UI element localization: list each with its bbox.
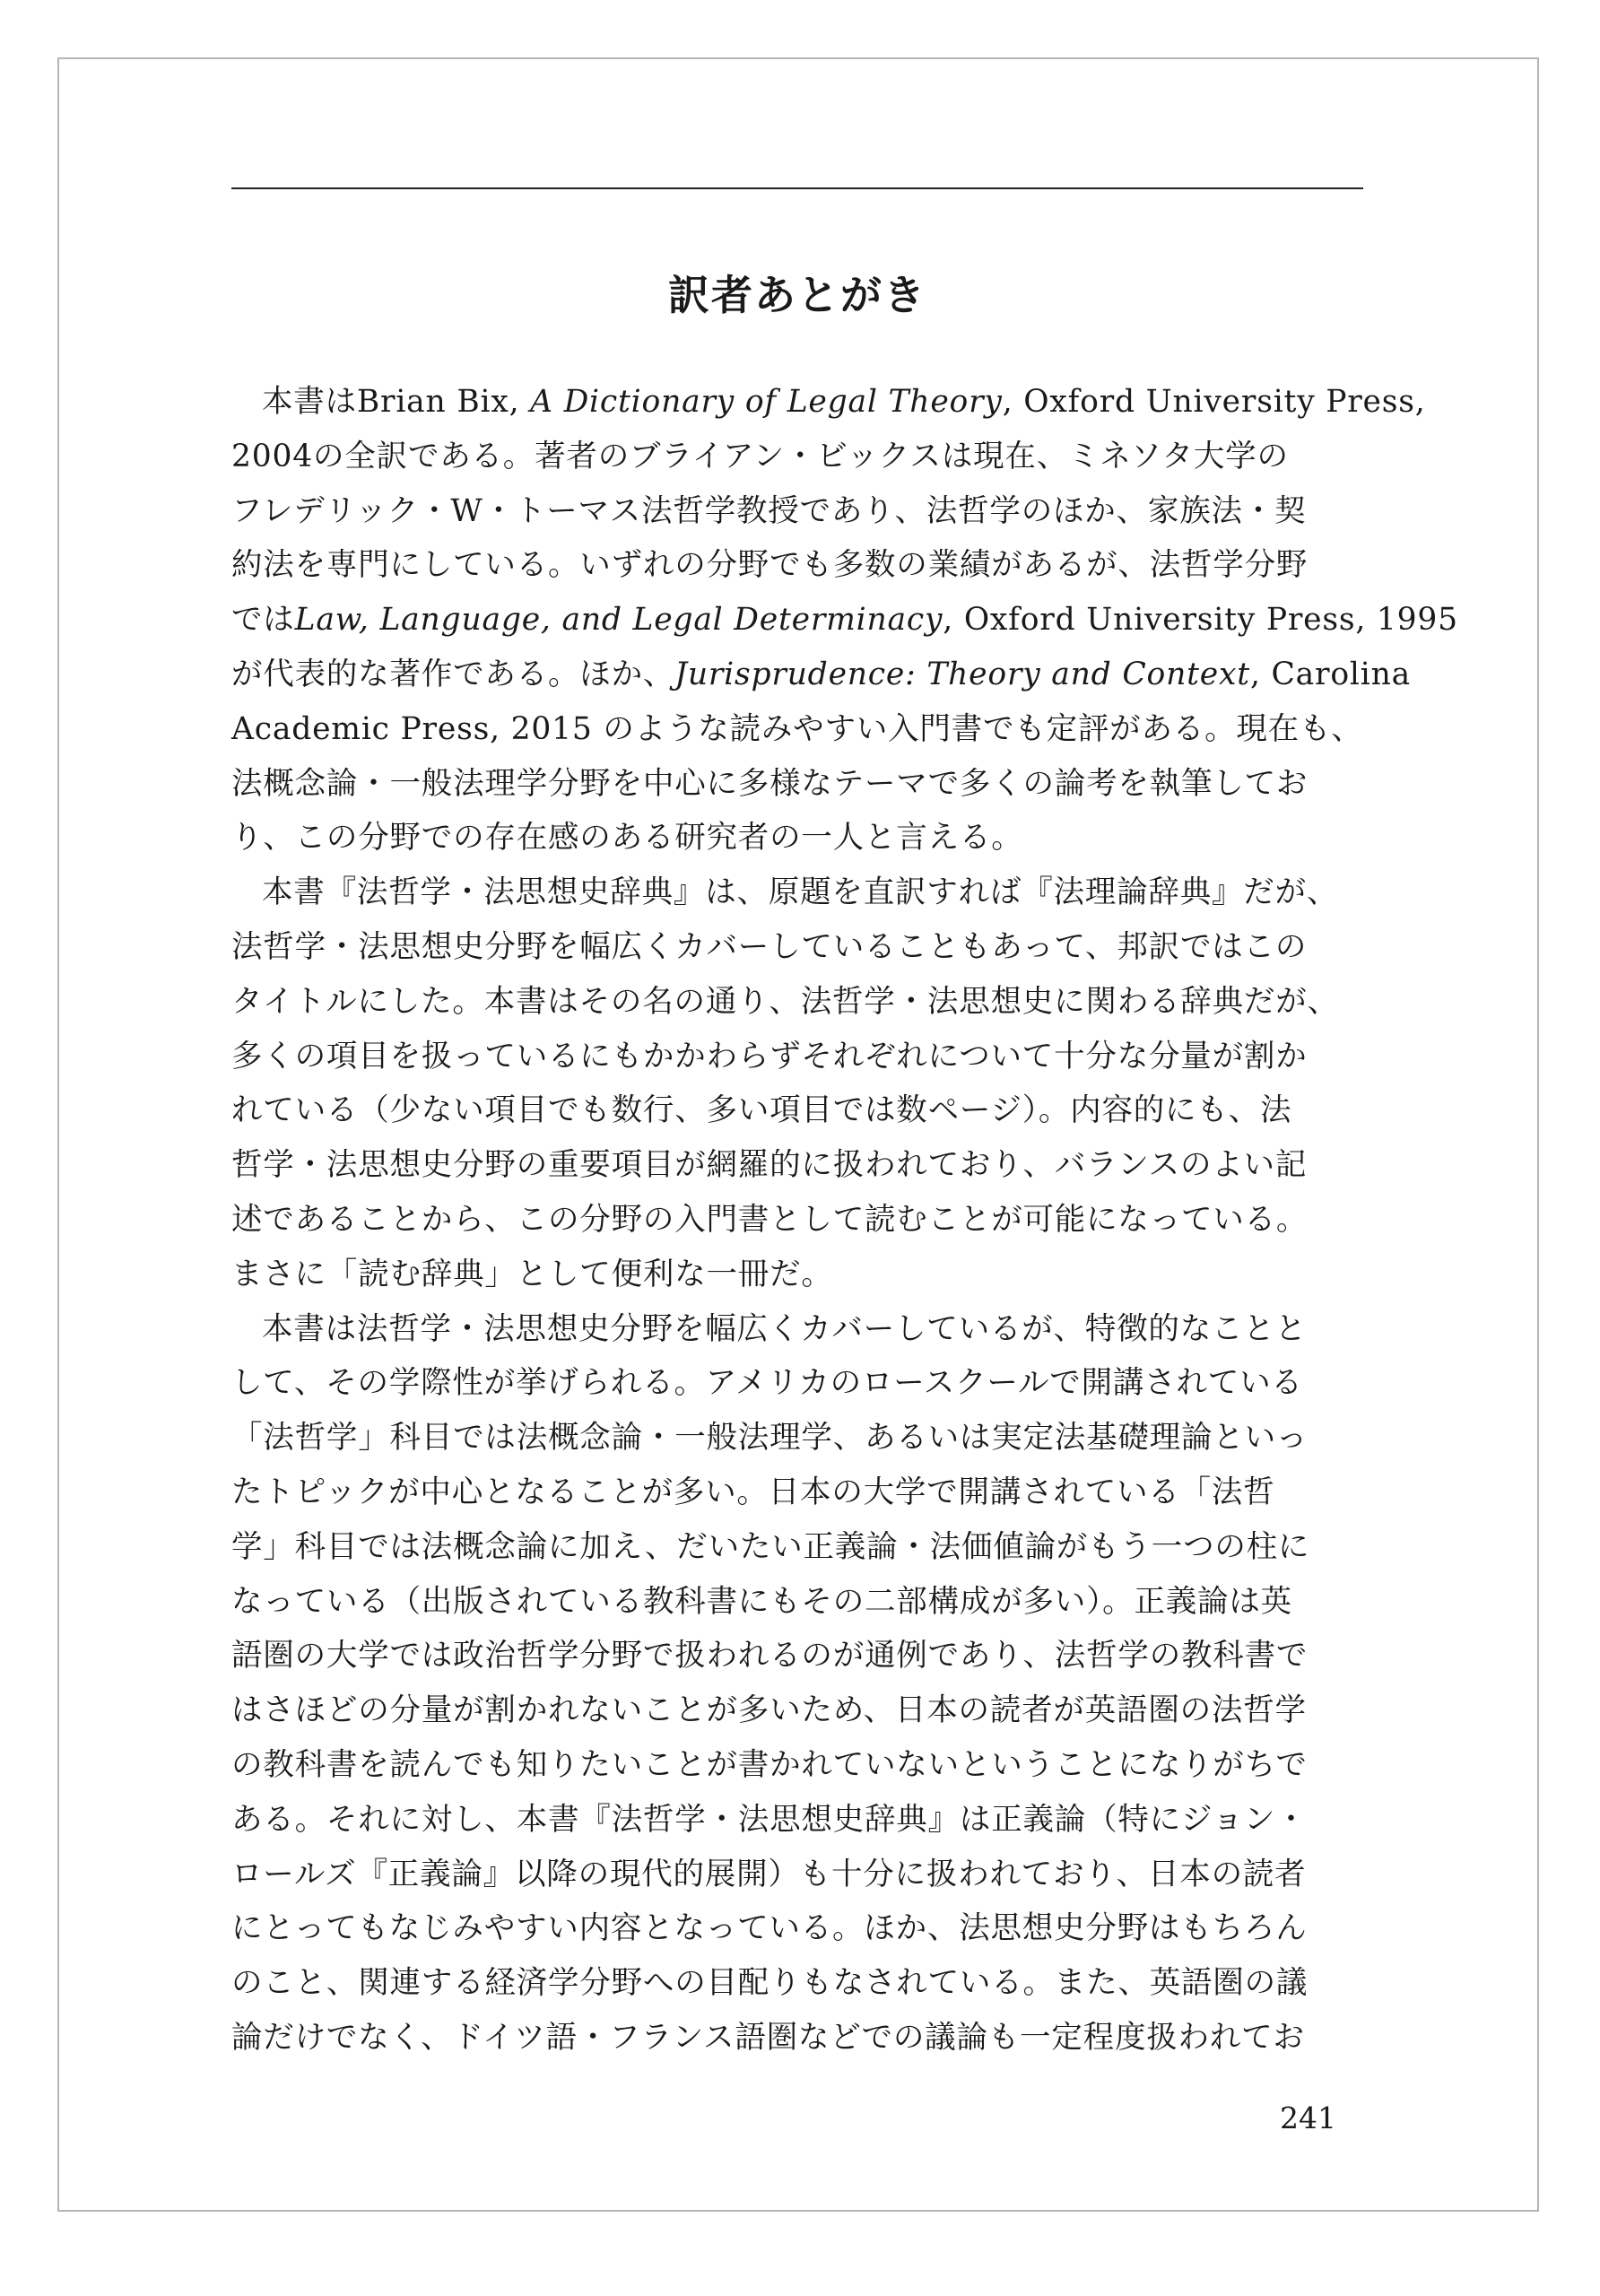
- text-segment: にとってもなじみやすい内容となっている。ほか、法思想史分野はもちろん: [231, 1910, 1308, 1947]
- text-segment: 本書は法哲学・法思想史分野を幅広くカバーしているが、特徴的なことと: [262, 1310, 1307, 1347]
- text-segment: , Oxford University Press,: [1002, 384, 1426, 420]
- text-line: [231, 484, 1370, 539]
- text-line: [231, 1520, 1370, 1575]
- text-line: [231, 1138, 1370, 1193]
- text-segment: 述であることから、この分野の入門書として読むことが可能になっている。: [231, 1201, 1309, 1238]
- text-segment: なっている（出版されている教科書にもその二部構成が多い）。正義論は英: [231, 1583, 1292, 1620]
- text-line: [231, 1956, 1370, 2011]
- text-segment: 法哲学・法思想史分野を幅広くカバーしていることもあって、邦訳ではこの: [231, 928, 1308, 965]
- body-paragraph: [231, 375, 1458, 865]
- text-line: [231, 1356, 1370, 1411]
- text-line: [231, 865, 1370, 920]
- text-segment: フレデリック・W・トーマス法哲学教授であり、法哲学のほか、家族法・契: [231, 492, 1307, 529]
- text-segment: タイトルにした。本書はその名の通り、法哲学・法思想史に関わる辞典だが、: [231, 983, 1339, 1020]
- text-line: [231, 1848, 1370, 1902]
- text-line: [231, 1793, 1370, 1848]
- text-line: [231, 375, 1426, 430]
- text-line: [231, 648, 1411, 702]
- text-segment: 2004の全訳である。著者のブライアン・ビックスは現在、ミネソタ大学の: [231, 438, 1289, 474]
- italic-title: A Dictionary of Legal Theory: [530, 384, 1003, 420]
- text-line: [231, 2011, 1370, 2066]
- text-line: [231, 1248, 1370, 1302]
- page-number: 241: [1280, 2100, 1336, 2135]
- text-line: [231, 1411, 1370, 1465]
- text-line: [231, 757, 1370, 812]
- text-line: [231, 430, 1370, 484]
- text-segment: 「法哲学」科目では法概念論・一般法理学、あるいは実定法基礎理論といっ: [231, 1420, 1309, 1457]
- body-paragraph: [231, 1302, 1370, 2066]
- text-line: [231, 920, 1370, 975]
- text-segment: はさほどの分量が割かれないことが多いため、日本の読者が英語圏の法哲学: [231, 1692, 1307, 1729]
- text-segment: 約法を専門にしている。いずれの分野でも多数の業績があるが、法哲学分野: [231, 547, 1309, 584]
- text-line: [231, 1738, 1370, 1793]
- italic-title: Law, Language, and Legal Determinacy: [294, 602, 943, 639]
- text-line: [231, 1193, 1370, 1248]
- text-line: [231, 1465, 1370, 1520]
- text-segment: の教科書を読んでも知りたいことが書かれていないということになりがちで: [231, 1746, 1308, 1783]
- text-segment: では: [231, 602, 295, 639]
- text-segment: たトピックが中心となることが多い。日本の大学で開講されている「法哲: [231, 1474, 1275, 1510]
- header-rule: [231, 187, 1363, 189]
- text-segment: , Oxford University Press, 1995: [943, 602, 1458, 639]
- text-segment: ロールズ『正義論』以降の現代的展開）も十分に扱われており、日本の読者: [231, 1856, 1307, 1892]
- body-paragraph: [231, 865, 1370, 1301]
- text-line: [231, 811, 1370, 865]
- text-segment: 本書『法哲学・法思想史辞典』は、原題を直訳すれば『法理論辞典』だが、: [262, 874, 1339, 911]
- text-segment: のこと、関連する経済学分野への目配りもなされている。また、英語圏の議: [231, 1965, 1309, 2002]
- text-line: [231, 1683, 1370, 1738]
- text-segment: 本書はBrian Bix,: [262, 384, 531, 420]
- text-line: [231, 538, 1370, 593]
- text-line: [231, 593, 1458, 648]
- text-line: [231, 1901, 1370, 1956]
- text-line: [231, 1629, 1370, 1683]
- text-segment: ある。それに対し、本書『法哲学・法思想史辞典』は正義論（特にジョン・: [231, 1801, 1308, 1838]
- page-title: 訳者あとがき: [668, 271, 926, 319]
- text-line: [231, 702, 1370, 757]
- text-line: [231, 1030, 1370, 1084]
- text-segment: Academic Press, 2015 のような読みやすい入門書でも定評がある。現在も、: [231, 710, 1363, 747]
- text-segment: して、その学際性が挙げられる。アメリカのロースクールで開講されている: [231, 1365, 1303, 1402]
- text-segment: , Carolina: [1249, 656, 1411, 692]
- text-line: [231, 1575, 1370, 1630]
- text-line: [231, 1302, 1370, 1357]
- text-segment: 学」科目では法概念論に加え、だいたい正義論・法価値論がもう一つの柱に: [231, 1528, 1310, 1565]
- text-line: [231, 1083, 1370, 1138]
- text-segment: れている（少ない項目でも数行、多い項目では数ページ）。内容的にも、法: [231, 1092, 1292, 1129]
- text-line: [231, 975, 1370, 1030]
- body-text: [231, 375, 1458, 2066]
- italic-title: Jurisprudence: Theory and Context: [674, 656, 1250, 692]
- text-segment: 哲学・法思想史分野の重要項目が網羅的に扱われており、バランスのよい記: [231, 1147, 1308, 1184]
- text-segment: まさに「読む辞典」として便利な一冊だ。: [231, 1256, 833, 1292]
- text-segment: り、この分野での存在感のある研究者の一人と言える。: [231, 820, 1023, 857]
- text-segment: 語圏の大学では政治哲学分野で扱われるのが通例であり、法哲学の教科書で: [231, 1638, 1309, 1674]
- text-segment: 論だけでなく、ドイツ語・フランス語圏などでの議論も一定程度扱われてお: [231, 2019, 1305, 2056]
- text-segment: が代表的な著作である。ほか、: [231, 656, 675, 692]
- text-segment: 多くの項目を扱っているにもかかわらずそれぞれについて十分な分量が割か: [231, 1038, 1308, 1074]
- text-segment: 法概念論・一般法理学分野を中心に多様なテーマで多くの論考を執筆してお: [231, 765, 1309, 802]
